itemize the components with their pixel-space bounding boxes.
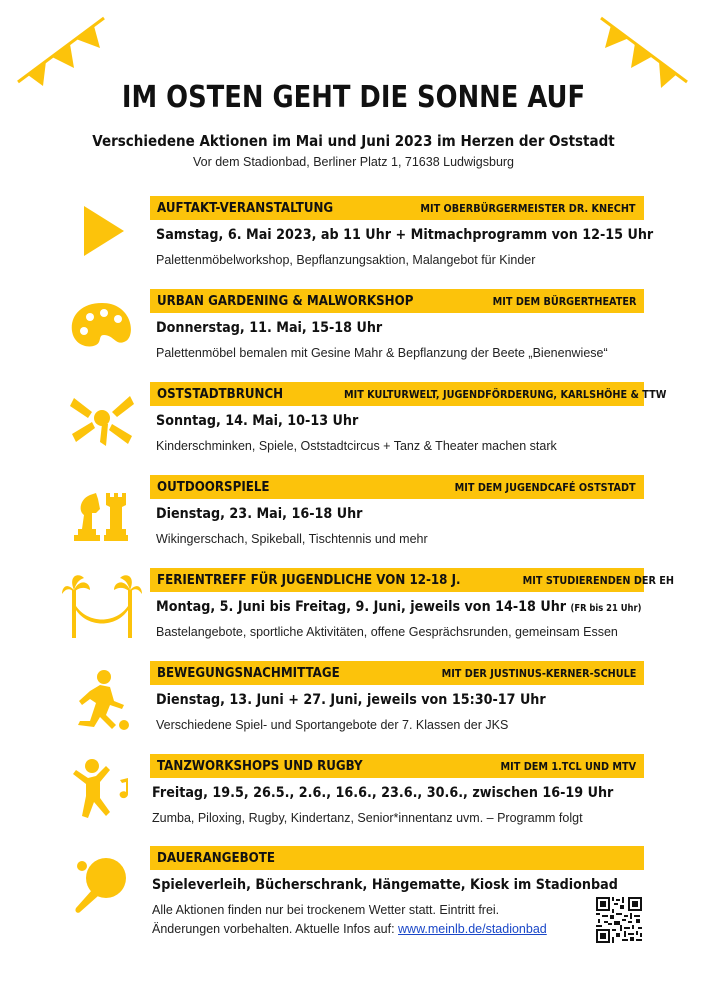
bunting-right-decoration	[595, 0, 695, 90]
dancer-music-icon	[62, 756, 142, 826]
soccer-player-icon	[62, 665, 142, 735]
chess-pieces-icon	[62, 479, 142, 549]
event-date: Montag, 5. Juni bis Freitag, 9. Juni, jeweils von 14-18 Uhr (FR bis 21 Uhr)	[156, 599, 642, 615]
event-date: Samstag, 6. Mai 2023, ab 11 Uhr + Mitmachprogramm von 12-15 Uhr	[156, 227, 654, 243]
page-subtitle: Verschiedene Aktionen im Mai und Juni 2023 im Herzen der Oststadt	[92, 132, 615, 150]
event-title: URBAN GARDENING & MALWORKSHOP	[157, 293, 414, 309]
event-date: Dienstag, 13. Juni + 27. Juni, jeweils von 15:30-17 Uhr	[156, 692, 546, 708]
event-description: Palettenmöbelworkshop, Bepflanzungsaktion, Malangebot für Kinder	[156, 253, 536, 267]
page-title: IM OSTEN GEHT DIE SONNE AUF	[121, 80, 586, 115]
joined-hands-icon	[62, 384, 142, 454]
palm-hammock-icon	[62, 570, 142, 640]
event-description: Palettenmöbel bemalen mit Gesine Mahr & Bepflanzung der Beete „Bienenwiese“	[156, 346, 608, 360]
event-partner: MIT DER JUSTINUS-KERNER-SCHULE	[441, 666, 636, 680]
event-partner: MIT OBERBÜRGERMEISTER DR. KNECHT	[420, 201, 636, 215]
event-date: Sonntag, 14. Mai, 10-13 Uhr	[156, 413, 359, 429]
event-title: AUFTAKT-VERANSTALTUNG	[157, 200, 334, 216]
event-description: Wikingerschach, Spikeball, Tischtennis und mehr	[156, 532, 428, 546]
event-description: Zumba, Piloxing, Rugby, Kindertanz, Senior*innentanz uvm. – Programm folgt	[152, 811, 583, 825]
event-header-bar	[150, 475, 644, 499]
event-header-bar	[150, 846, 644, 870]
event-header-bar	[150, 661, 644, 685]
play-icon	[62, 198, 142, 268]
event-date: Dienstag, 23. Mai, 16-18 Uhr	[156, 506, 363, 522]
qr-code[interactable]	[596, 897, 642, 943]
event-title: OUTDOORSPIELE	[157, 479, 270, 495]
event-date: Donnerstag, 11. Mai, 15-18 Uhr	[156, 320, 383, 336]
event-header-bar	[150, 196, 644, 220]
event-title: TANZWORKSHOPS UND RUGBY	[157, 758, 363, 774]
bunting-left-decoration	[10, 0, 110, 90]
event-partner: MIT DEM 1.TCL UND MTV	[500, 759, 636, 773]
event-partner: MIT KULTURWELT, JUGENDFÖRDERUNG, KARLSHÖHE & TTW	[344, 387, 667, 401]
event-header-bar	[150, 382, 667, 406]
event-note: Alle Aktionen finden nur bei trockenem Wetter statt. Eintritt frei.	[152, 903, 500, 917]
event-title: FERIENTREFF FÜR JUGENDLICHE VON 12-18 J.	[157, 572, 461, 588]
event-header-bar	[150, 754, 644, 778]
paint-palette-icon	[62, 293, 142, 363]
event-description: Bastelangebote, sportliche Aktivitäten, offene Gesprächsrunden, gemeinsam Essen	[156, 625, 618, 639]
event-date-note: (FR bis 21 Uhr)	[570, 603, 642, 614]
event-partner: MIT STUDIERENDEN DER EH	[522, 573, 674, 587]
event-date: Spieleverleih, Bücherschrank, Hängematte, Kiosk im Stadionbad	[152, 877, 618, 893]
event-update-note: Änderungen vorbehalten. Aktuelle Infos auf: www.meinlb.de/stadionbad	[152, 922, 547, 936]
info-website-link[interactable]: www.meinlb.de/stadionbad	[398, 922, 547, 936]
event-partner: MIT DEM JUGENDCAFÉ OSTSTADT	[455, 480, 636, 494]
event-description: Kinderschminken, Spiele, Oststadtcircus + Tanz & Theater machen stark	[156, 439, 557, 453]
event-header-bar	[150, 289, 644, 313]
ping-pong-icon	[62, 850, 142, 920]
event-description: Verschiedene Spiel- und Sportangebote der 7. Klassen der JKS	[156, 718, 509, 732]
event-title: BEWEGUNGSNACHMITTAGE	[157, 665, 340, 681]
event-date: Freitag, 19.5, 26.5., 2.6., 16.6., 23.6., 30.6., zwischen 16-19 Uhr	[152, 785, 614, 801]
event-address: Vor dem Stadionbad, Berliner Platz 1, 71638 Ludwigsburg	[192, 155, 515, 169]
event-partner: MIT DEM BÜRGERTHEATER	[492, 294, 636, 308]
event-title: DAUERANGEBOTE	[157, 850, 275, 866]
event-title: OSTSTADTBRUNCH	[157, 386, 284, 402]
event-header-bar	[150, 568, 674, 592]
